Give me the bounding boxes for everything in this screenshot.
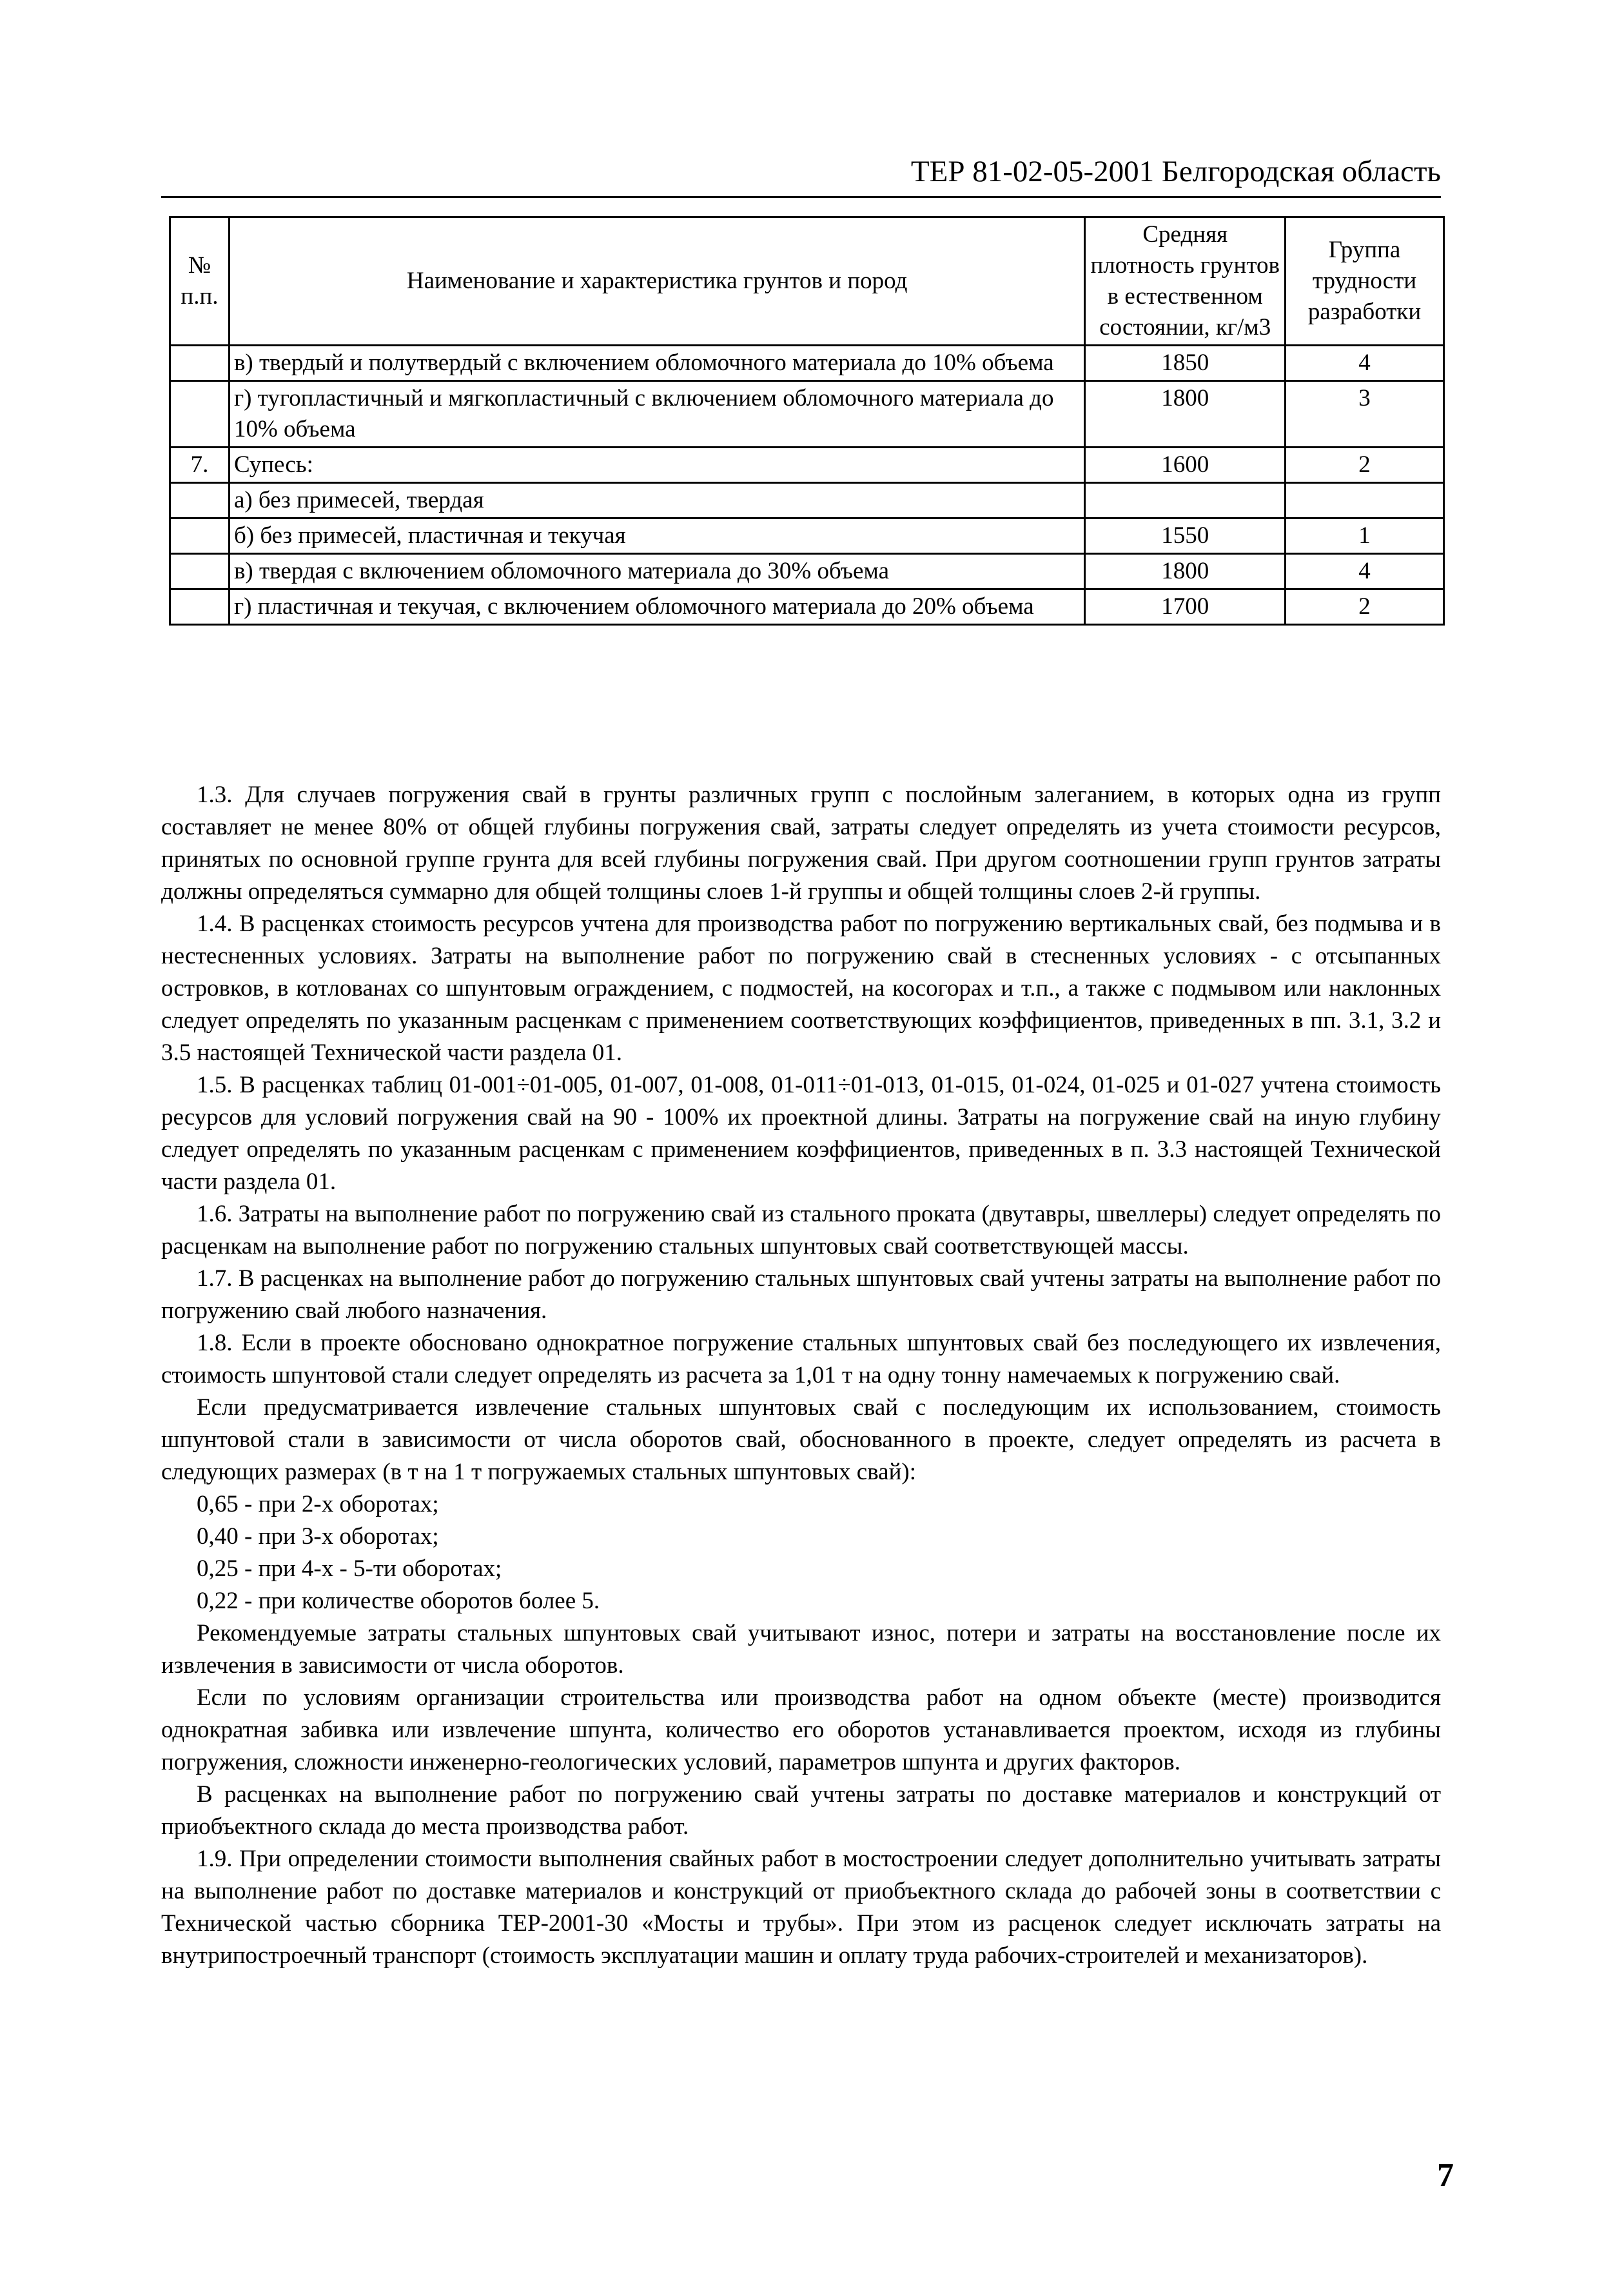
cell-name: Супесь:	[229, 448, 1084, 483]
cell-density: 1800	[1085, 554, 1286, 589]
cell-density: 1800	[1085, 381, 1286, 448]
cell-name: б) без примесей, пластичная и текучая	[229, 518, 1084, 554]
list-item: 0,22 - при количестве оборотов более 5.	[197, 1588, 600, 1614]
cell-density: 1550	[1085, 518, 1286, 554]
cell-num	[170, 346, 230, 381]
paragraph-1-7: 1.7. В расценках на выполнение работ до погружению стальных шпунтовых свай учтены затраты на выполнение работ по погружению свай любого назначения.	[161, 1265, 1441, 1324]
table-row	[170, 381, 1444, 448]
table-row	[170, 346, 1444, 381]
table-row	[170, 589, 1444, 625]
paragraph-1-6: 1.6. Затраты на выполнение работ по погружению свай из стального проката (двутавры, швеллеры) следует определять по расценкам на выполнение работ по погружению стальных шпунтовых свай соответствующей массы.	[161, 1201, 1441, 1259]
table-row	[170, 554, 1444, 589]
table-row	[170, 483, 1444, 518]
cell-num	[170, 483, 230, 518]
paragraph-extraction: Если предусматривается извлечение стальных шпунтовых свай с последующим их использованием, стоимость шпунтовой стали в зависимости от числа оборотов свай, обоснованного в проекте, следует определять из расчета в следующих размерах (в т на 1 т погружаемых стальных шпунтовых свай):	[161, 1394, 1441, 1485]
paragraph-1-8: 1.8. Если в проекте обосновано однократное погружение стальных шпунтовых свай без последующего их извлечения, стоимость шпунтовой стали следует определять из расчета за 1,01 т на одну тонну намечаемых к погружению свай.	[161, 1330, 1441, 1388]
paragraph-1-3: 1.3. Для случаев погружения свай в грунты различных групп с послойным залеганием, в которых одна из групп составляет не менее 80% от общей глубины погружения свай, затраты следует определять из учета стоимости ресурсов, принятых по основной группе грунта для всей глубины погружения свай. При другом соотношении групп грунтов затраты должны определяться суммарно для общей толщины слоев 1-й группы и общей толщины слоев 2-й группы.	[161, 782, 1441, 905]
cell-density: 1700	[1085, 589, 1286, 625]
cell-group: 4	[1286, 554, 1444, 589]
cell-group: 1	[1286, 518, 1444, 554]
cell-name: а) без примесей, твердая	[229, 483, 1084, 518]
cell-group	[1286, 483, 1444, 518]
page-number: 7	[1437, 2157, 1454, 2194]
cell-name: г) пластичная и текучая, с включением обломочного материала до 20% объема	[229, 589, 1084, 625]
cell-name: в) твердая с включением обломочного материала до 30% объема	[229, 554, 1084, 589]
cell-group: 4	[1286, 346, 1444, 381]
paragraph-1-5: 1.5. В расценках таблиц 01-001÷01-005, 01-007, 01-008, 01-011÷01-013, 01-015, 01-024, 01-025 и 01-027 учтена стоимость ресурсов для условий погружения свай на 90 - 100% их проектной длины. Затраты на погружение свай на иную глубину следует определять по указанным расценкам с применением коэффициентов, приведенных в п. 3.3 настоящей Технической части раздела 01.	[161, 1072, 1441, 1195]
body-text	[161, 779, 1441, 1972]
running-header	[161, 152, 1441, 198]
header-num: № п.п.	[170, 217, 230, 346]
paragraph-delivery: В расценках на выполнение работ по погружению свай учтены затраты по доставке материалов и конструкций от приобъектного склада до места производства работ.	[161, 1781, 1441, 1840]
list-item: 0,40 - при 3-х оборотах;	[197, 1523, 439, 1550]
cell-density: 1600	[1085, 448, 1286, 483]
soil-table	[169, 216, 1445, 626]
cell-group: 2	[1286, 589, 1444, 625]
cell-num	[170, 518, 230, 554]
cell-group: 3	[1286, 381, 1444, 448]
paragraph-recommended: Рекомендуемые затраты стальных шпунтовых свай учитывают износ, потери и затраты на восстановление после их извлечения в зависимости от числа оборотов.	[161, 1620, 1441, 1679]
header-name: Наименование и характеристика грунтов и пород	[229, 217, 1084, 346]
table-header-row	[170, 217, 1444, 346]
paragraph-1-9: 1.9. При определении стоимости выполнения свайных работ в мостостроении следует дополнительно учитывать затраты на выполнение работ по доставке материалов и конструкций от приобъектного склада до рабочей зоны в соответствии с Технической частью сборника ТЕР-2001-30 «Мосты и трубы». При этом из расценок следует исключать затраты на внутрипостроечный транспорт (стоимость эксплуатации машин и оплату труда рабочих-строителей и механизаторов).	[161, 1846, 1441, 1969]
table-row	[170, 448, 1444, 483]
cell-num: 7.	[170, 448, 230, 483]
header-density: Средняя плотность грунтов в естественном состоянии, кг/м3	[1085, 217, 1286, 346]
cell-density: 1850	[1085, 346, 1286, 381]
cell-num	[170, 589, 230, 625]
cell-name: г) тугопластичный и мягкопластичный с включением обломочного материала до 10% объема	[229, 381, 1084, 448]
paragraph-1-4: 1.4. В расценках стоимость ресурсов учтена для производства работ по погружению вертикальных свай, без подмыва и в нестесненных условиях. Затраты на выполнение работ по погружению свай в стесненных условиях - с отсыпанных островков, в котлованах со шпунтовым ограждением, с подмостей, на косогорах и т.п., а также с подмывом или наклонных следует определять по указанным расценкам с применением соответствующих коэффициентов, приведенных в пп. 3.1, 3.2 и 3.5 настоящей Технической части раздела 01.	[161, 911, 1441, 1066]
header-group: Группа трудности разработки	[1286, 217, 1444, 346]
cell-group: 2	[1286, 448, 1444, 483]
table-row	[170, 518, 1444, 554]
cell-name: в) твердый и полутвердый с включением обломочного материала до 10% объема	[229, 346, 1084, 381]
list-item: 0,65 - при 2-х оборотах;	[197, 1491, 439, 1517]
list-item: 0,25 - при 4-х - 5-ти оборотах;	[197, 1555, 502, 1582]
header-title: ТЕР 81-02-05-2001 Белгородская область	[910, 155, 1441, 188]
cell-density	[1085, 483, 1286, 518]
cell-num	[170, 381, 230, 448]
paragraph-single-drive: Если по условиям организации строительства или производства работ на одном объекте (месте) производится однократная забивка или извлечение шпунта, количество его оборотов устанавливается проектом, исходя из глубины погружения, сложности инженерно-геологических условий, параметров шпунта и других факторов.	[161, 1684, 1441, 1775]
cell-num	[170, 554, 230, 589]
